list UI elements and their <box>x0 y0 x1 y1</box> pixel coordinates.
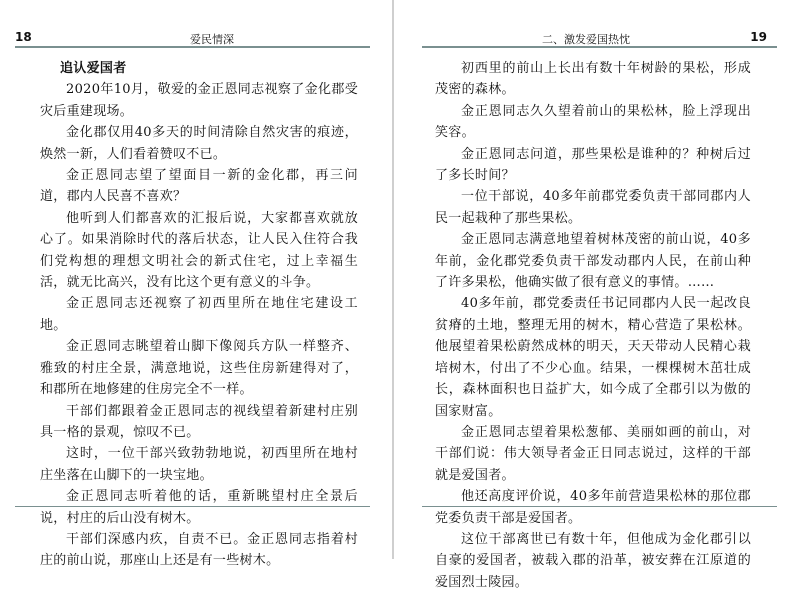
paragraph: 他听到人们都喜欢的汇报后说，大家都喜欢就放心了。如果消除时代的落后状态，让人民入住符合我们党构想的理想文明社会的新式住宅，过上幸福生活，就无比高兴，没有比这个更有意义的斗争。 <box>40 210 358 291</box>
paragraph: 金正恩同志望了望面目一新的金化郡，再三问道，郡内人民喜不喜欢？ <box>40 168 358 205</box>
footer-rule <box>15 506 370 507</box>
paragraph: 金化郡仅用40多天的时间清除自然灾害的痕迹，焕然一新，人们看着赞叹不已。 <box>40 125 358 162</box>
paragraph: 干部们深感内疚，自责不已。金正恩同志指着村庄的前山说，那座山上还是有一些树木。 <box>40 531 358 569</box>
paragraph: 一位干部说，40多年前郡党委负责干部同郡内人民一起栽种了那些果松。 <box>435 189 751 226</box>
page-number: 18 <box>15 30 32 44</box>
paragraph: 这位干部离世已有数十年，但他成为金化郡引以自豪的爱国者，被载入郡的沿革，被安葬在江原道的爱国烈士陵园。 <box>435 531 751 590</box>
paragraph: 初西里的前山上长出有数十年树龄的果松，形成茂密的森林。 <box>435 61 751 98</box>
paragraph: 金正恩同志满意地望着树林茂密的前山说，40多年前，金化郡党委负责干部发动郡内人民，在前山种了许多果松，他确实做了很有意义的事情。…… <box>435 232 751 291</box>
running-head: 二、激发爱国热忱 <box>542 33 630 46</box>
paragraph: 他还高度评价说，40多年前营造果松林的那位郡党委负责干部是爱国者。 <box>435 489 751 526</box>
paragraph: 40多年前，郡党委责任书记同郡内人民一起改良贫瘠的土地，整理无用的树木，精心营造了果松林。他展望着果松蔚然成林的明天，天天带动人民精心栽培树木，付出了不少心血。结果，一棵棵树木茁壮成长，森林面积也日益扩大，如今成了全郡引以为傲的国家财富。 <box>435 296 751 419</box>
paragraph: 金正恩同志听着他的话，重新眺望村庄全景后说，村庄的后山没有树木。 <box>40 489 358 526</box>
paragraph: 这时，一位干部兴致勃勃地说，初西里所在地村庄坐落在山脚下的一块宝地。 <box>40 446 358 483</box>
page-body <box>435 58 751 593</box>
right-page <box>394 0 787 590</box>
paragraph: 金正恩同志久久望着前山的果松林，脸上浮现出笑容。 <box>435 103 751 141</box>
paragraph: 2020年10月，敬爱的金正恩同志视察了金化郡受灾后重建现场。 <box>40 82 358 119</box>
section-heading: 追认爱国者 <box>60 61 127 76</box>
header-rule <box>422 46 777 48</box>
page-body <box>40 58 358 572</box>
page-number: 19 <box>750 30 767 44</box>
left-page <box>0 0 393 569</box>
paragraph: 金正恩同志眺望着山脚下像阅兵方队一样整齐、雅致的村庄全景，满意地说，这些住房新建得对了，和郡所在地修建的住房完全不一样。 <box>40 339 358 398</box>
paragraph: 干部们都跟着金正恩同志的视线望着新建村庄别具一格的景观，惊叹不已。 <box>40 403 358 440</box>
paragraph: 金正恩同志还视察了初西里所在地住宅建设工地。 <box>40 296 358 333</box>
paragraph: 金正恩同志望着果松葱郁、美丽如画的前山，对干部们说：伟大领导者金正日同志说过，这样的干部就是爱国者。 <box>435 424 751 483</box>
paragraph: 金正恩同志问道，那些果松是谁种的？种树后过了多长时间？ <box>435 146 751 184</box>
footer-rule <box>422 506 777 507</box>
header-rule <box>15 46 370 48</box>
running-head: 爱民情深 <box>190 33 234 46</box>
